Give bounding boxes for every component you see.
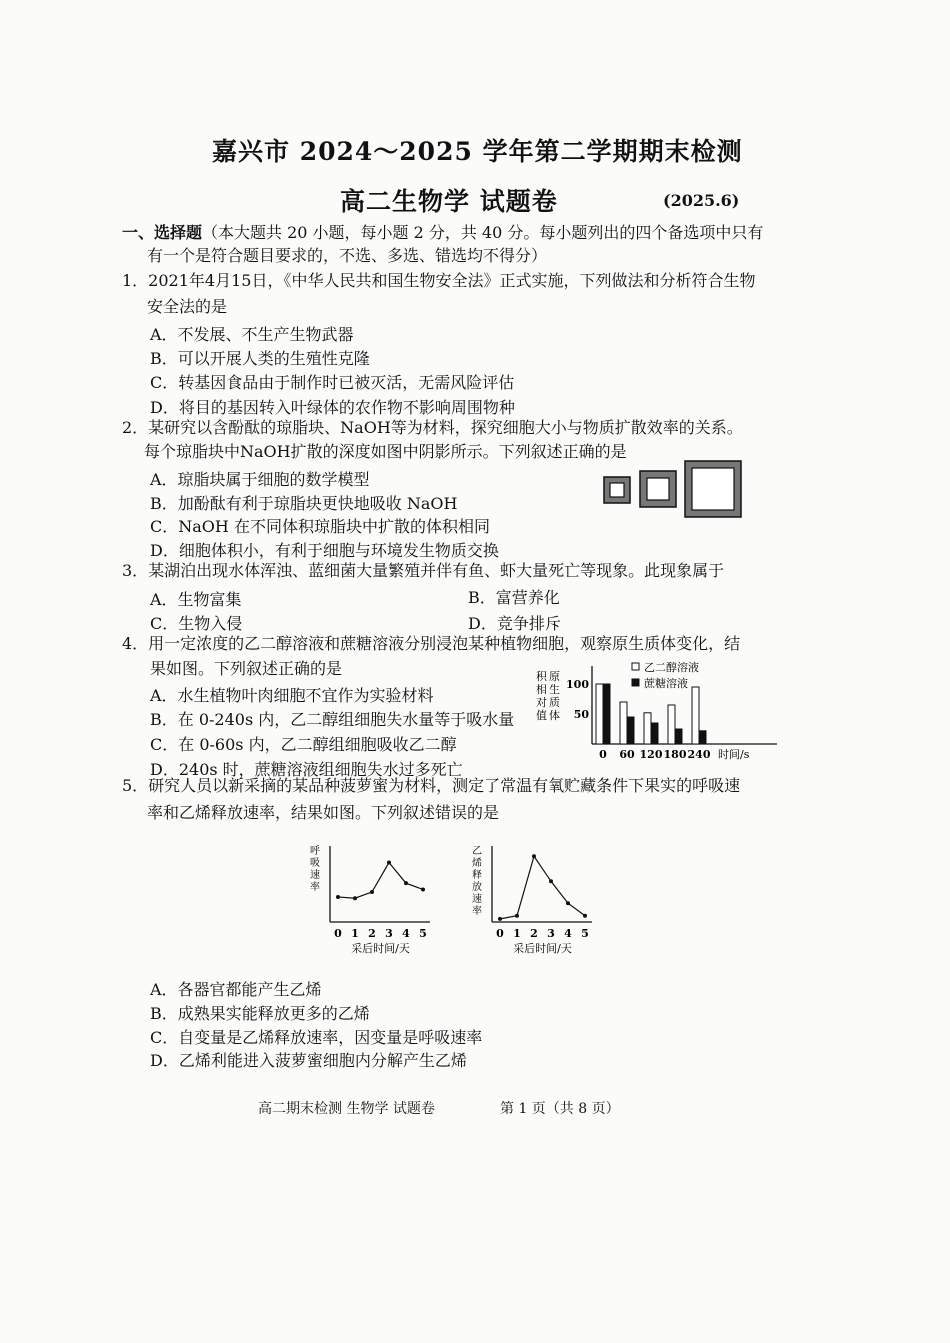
section1-label: 一、选择题	[122, 223, 203, 242]
agar-block-medium	[640, 471, 676, 507]
bar-ethylene-glycol-240	[692, 687, 699, 744]
respiration-ylabel-char: 吸	[310, 858, 320, 869]
exam-title: 嘉兴市 2024～2025 学年第二学期期末检测	[212, 137, 743, 166]
q2-stem-line2: 每个琼脂块中NaOH扩散的深度如图中阴影所示。下列叙述正确的是	[144, 442, 627, 461]
ethylene-ylabel-char: 放	[472, 882, 482, 893]
bar-x-tick-label: 240	[687, 748, 711, 761]
q3-option-b: B．富营养化	[468, 588, 560, 607]
q2-option-b: B．加酚酞有利于琼脂块更快地吸收 NaOH	[150, 494, 458, 513]
ethylene-point-4	[566, 901, 570, 905]
respiration-x-tick-label: 3	[385, 927, 393, 940]
bar-sucrose-0	[603, 684, 610, 744]
respiration-point-4	[404, 881, 408, 885]
q1-option-c: C．转基因食品由于制作时已被灭活，无需风险评估	[150, 373, 515, 392]
bar-chart-legend	[632, 660, 699, 690]
q2-option-c: C．NaOH 在不同体积琼脂块中扩散的体积相同	[150, 517, 490, 536]
q2-stem-line1: 2．某研究以含酚酞的琼脂块、NaOH等为材料，探究细胞大小与物质扩散效率的关系。	[122, 418, 743, 437]
q3-option-c: C．生物入侵	[150, 614, 243, 633]
footer-page-number: 第 1 页（共 8 页）	[500, 1101, 620, 1117]
q5-option-c: C．自变量是乙烯释放速率，因变量是呼吸速率	[150, 1028, 483, 1047]
agar-block-large	[685, 461, 741, 517]
ethylene-rate-chart	[470, 840, 600, 960]
q5-option-b: B．成熟果实能释放更多的乙烯	[150, 1004, 370, 1023]
q1-stem-line2: 安全法的是	[147, 297, 228, 316]
agar-block-small	[604, 477, 630, 503]
bar-ylabel-char: 积	[536, 670, 547, 683]
bar-sucrose-120	[651, 723, 658, 744]
exam-date: (2025.6)	[663, 191, 740, 210]
respiration-point-2	[370, 890, 374, 894]
bar-x-tick-label: 60	[619, 748, 635, 761]
q4-stem-line1: 4．用一定浓度的乙二醇溶液和蔗糖溶液分别浸泡某种植物细胞，观察原生质体变化，结	[122, 634, 741, 653]
q4-option-c: C．在 0-60s 内，乙二醇组细胞吸收乙二醇	[150, 735, 457, 754]
respiration-point-1	[353, 896, 357, 900]
bar-ylabel-char: 相	[536, 683, 547, 696]
ethylene-x-tick-label: 0	[496, 927, 504, 940]
exam-subtitle: 高二生物学 试题卷	[340, 187, 558, 216]
bar-ylabel-char: 值	[536, 709, 547, 722]
respiration-point-0	[336, 895, 340, 899]
bar-ylabel-char: 生	[549, 683, 560, 696]
q3-option-d: D．竞争排斥	[468, 614, 561, 633]
q4-option-b: B．在 0-240s 内，乙二醇组细胞失水量等于吸水量	[150, 710, 515, 729]
agar-blocks-figure	[598, 458, 746, 520]
legend-swatch-0	[632, 663, 639, 670]
respiration-xlabel: 采后时间/天	[351, 942, 410, 955]
ethylene-x-tick-label: 5	[581, 927, 589, 940]
ethylene-x-tick-label: 4	[564, 927, 572, 940]
ethylene-ylabel-char: 率	[472, 906, 482, 917]
ethylene-point-1	[515, 914, 519, 918]
q1-stem-line1: 1．2021年4月15日，《中华人民共和国生物安全法》正式实施，下列做法和分析符合生物	[122, 271, 756, 290]
bar-sucrose-240	[699, 731, 706, 744]
q1-option-b: B．可以开展人类的生殖性克隆	[150, 349, 370, 368]
respiration-point-3	[387, 861, 391, 865]
bar-sucrose-60	[627, 717, 634, 744]
bar-ylabel-char: 原	[549, 670, 560, 683]
q3-option-a: A．生物富集	[150, 590, 242, 609]
ethylene-ylabel-char: 烯	[472, 858, 482, 869]
bar-chart-marks	[596, 684, 706, 744]
bar-chart-xlabel: 时间/s	[718, 748, 750, 761]
bar-x-tick-label: 120	[639, 748, 663, 761]
legend-label-1: 蔗糖溶液	[644, 677, 688, 690]
respiration-x-tick-label: 0	[334, 927, 342, 940]
ethylene-point-0	[498, 917, 502, 921]
ethylene-x-tick-label: 3	[547, 927, 555, 940]
ethylene-point-3	[549, 879, 553, 883]
bar-x-tick-label: 0	[599, 748, 607, 761]
footer-left: 高二期末检测 生物学 试题卷	[258, 1101, 435, 1117]
q2-option-a: A．琼脂块属于细胞的数学模型	[150, 470, 370, 489]
respiration-x-tick-label: 1	[351, 927, 359, 940]
bar-ylabel-char: 质	[549, 696, 560, 709]
bar-ylabel-char: 体	[549, 709, 560, 722]
bar-sucrose-180	[675, 729, 682, 744]
q5-option-a: A．各器官都能产生乙烯	[150, 980, 322, 999]
ethylene-point-2	[532, 854, 536, 858]
bar-ethylene-glycol-0	[596, 684, 603, 744]
bar-y-tick-label: 100	[566, 678, 589, 691]
legend-label-0: 乙二醇溶液	[644, 661, 699, 674]
q4-option-a: A．水生植物叶肉细胞不宜作为实验材料	[150, 686, 434, 705]
respiration-series-line	[338, 863, 423, 899]
ethylene-ylabel-char: 速	[472, 894, 482, 905]
q5-stem-line2: 率和乙烯释放速率，结果如图。下列叙述错误的是	[147, 803, 500, 822]
respiration-x-tick-label: 2	[368, 927, 376, 940]
q1-option-a: A．不发展、不生产生物武器	[150, 325, 354, 344]
bar-y-tick-label: 50	[573, 708, 589, 721]
protoplast-bar-chart	[530, 658, 780, 770]
q5-stem-line1: 5．研究人员以新采摘的某品种菠萝蜜为材料，测定了常温有氧贮藏条件下果实的呼吸速	[122, 776, 741, 795]
bar-ylabel-char: 对	[536, 696, 547, 709]
ethylene-ylabel-char: 乙	[472, 846, 482, 857]
respiration-x-tick-label: 5	[419, 927, 427, 940]
q4-stem-line2: 果如图。下列叙述正确的是	[150, 659, 343, 678]
legend-swatch-1	[632, 679, 639, 686]
q2-option-d: D．细胞体积小，有利于细胞与环境发生物质交换	[150, 541, 499, 560]
respiration-rate-chart	[308, 840, 438, 960]
ethylene-x-tick-label: 2	[530, 927, 538, 940]
ethylene-series-line	[500, 856, 585, 919]
bar-ethylene-glycol-180	[668, 705, 675, 744]
respiration-point-5	[421, 887, 425, 891]
respiration-ylabel-char: 速	[310, 870, 320, 881]
bar-ethylene-glycol-120	[644, 713, 651, 744]
section1-intro-line2: 有一个是符合题目要求的，不选、多选、错选均不得分）	[147, 246, 548, 265]
q1-option-d: D．将目的基因转入叶绿体的农作物不影响周围物种	[150, 398, 515, 417]
respiration-ylabel-char: 率	[310, 882, 320, 893]
section1-intro-line1: （本大题共 20 小题，每小题 2 分，共 40 分。每小题列出的四个备选项中只有	[202, 223, 764, 242]
q4-option-d: D．240s 时，蔗糖溶液组细胞失水过多死亡	[150, 760, 463, 779]
respiration-x-tick-label: 4	[402, 927, 410, 940]
bar-ethylene-glycol-60	[620, 702, 627, 744]
ethylene-xlabel: 采后时间/天	[513, 942, 572, 955]
ethylene-ylabel-char: 释	[472, 870, 482, 881]
section1-intro	[122, 222, 763, 244]
ethylene-point-5	[583, 914, 587, 918]
q5-option-d: D．乙烯利能进入菠萝蜜细胞内分解产生乙烯	[150, 1051, 467, 1070]
bar-x-tick-label: 180	[663, 748, 687, 761]
ethylene-x-tick-label: 1	[513, 927, 521, 940]
respiration-ylabel-char: 呼	[310, 846, 320, 857]
q3-stem: 3．某湖泊出现水体浑浊、蓝细菌大量繁殖并伴有鱼、虾大量死亡等现象。此现象属于	[122, 561, 725, 580]
